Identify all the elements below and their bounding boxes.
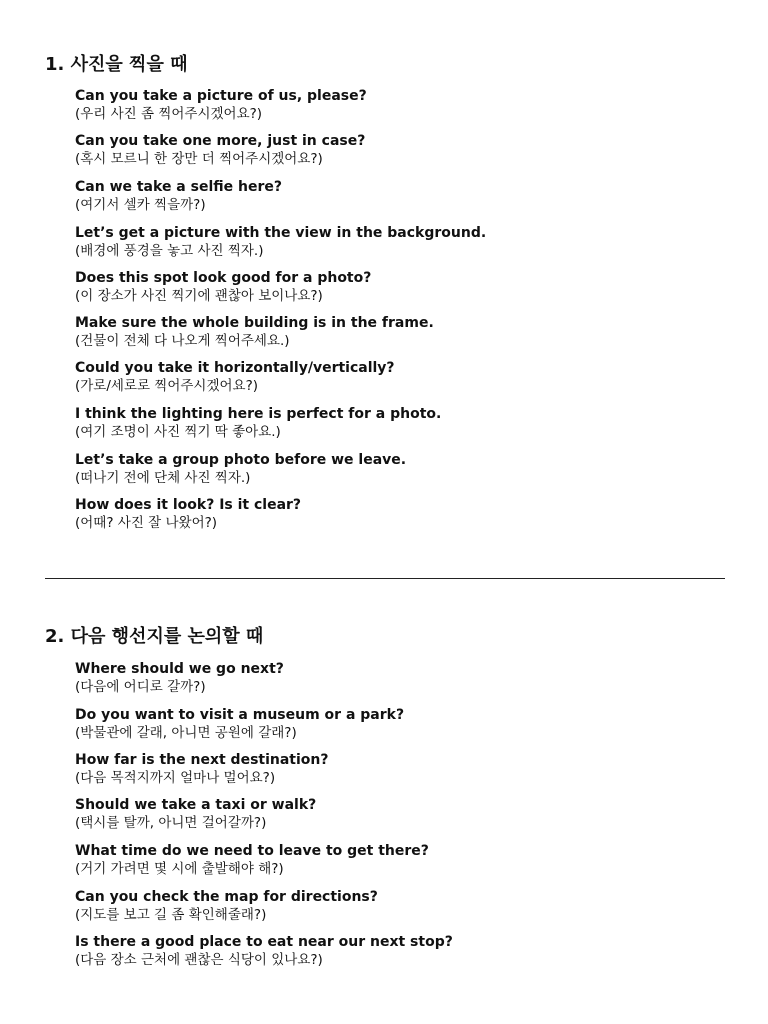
english-phrase: Could you take it horizontally/vertically? bbox=[75, 360, 395, 376]
korean-translation: (배경에 풍경을 놓고 사진 찍자.) bbox=[75, 243, 264, 259]
korean-translation: (다음에 어디로 갈까?) bbox=[75, 679, 206, 695]
korean-translation: (떠나기 전에 단체 사진 찍자.) bbox=[75, 470, 251, 486]
korean-translation: (지도를 보고 길 좀 확인해줄래?) bbox=[75, 907, 267, 923]
korean-translation: (여기서 셀카 찍을까?) bbox=[75, 197, 206, 213]
english-phrase: Where should we go next? bbox=[75, 661, 284, 677]
korean-translation: (어때? 사진 잘 나왔어?) bbox=[75, 515, 218, 531]
section-divider bbox=[45, 578, 725, 579]
korean-translation: (거기 가려면 몇 시에 출발해야 해?) bbox=[75, 861, 284, 877]
english-phrase: Can you take a picture of us, please? bbox=[75, 88, 367, 104]
english-phrase: Does this spot look good for a photo? bbox=[75, 270, 372, 286]
korean-translation: (다음 목적지까지 얼마나 멀어요?) bbox=[75, 770, 276, 786]
english-phrase: Is there a good place to eat near our next stop? bbox=[75, 934, 453, 950]
korean-translation: (이 장소가 사진 찍기에 괜찮아 보이나요?) bbox=[75, 288, 323, 304]
section-title: 1. 사진을 찍을 때 bbox=[45, 54, 188, 75]
english-phrase: How far is the next destination? bbox=[75, 752, 329, 768]
english-phrase: Can you check the map for directions? bbox=[75, 889, 378, 905]
english-phrase: Can we take a selfie here? bbox=[75, 179, 282, 195]
korean-translation: (건물이 전체 다 나오게 찍어주세요.) bbox=[75, 333, 290, 349]
korean-translation: (여기 조명이 사진 찍기 딱 좋아요.) bbox=[75, 424, 281, 440]
english-phrase: Make sure the whole building is in the frame. bbox=[75, 315, 434, 331]
english-phrase: What time do we need to leave to get there? bbox=[75, 843, 429, 859]
section-title: 2. 다음 행선지를 논의할 때 bbox=[45, 626, 264, 647]
english-phrase: Can you take one more, just in case? bbox=[75, 133, 366, 149]
english-phrase: How does it look? Is it clear? bbox=[75, 497, 302, 513]
english-phrase: Let’s get a picture with the view in the background. bbox=[75, 225, 487, 241]
english-phrase: I think the lighting here is perfect for a photo. bbox=[75, 406, 442, 422]
english-phrase: Do you want to visit a museum or a park? bbox=[75, 707, 405, 723]
english-phrase: Let’s take a group photo before we leave. bbox=[75, 452, 407, 468]
korean-translation: (박물관에 갈래, 아니면 공원에 갈래?) bbox=[75, 725, 297, 741]
korean-translation: (우리 사진 좀 찍어주시겠어요?) bbox=[75, 106, 263, 122]
korean-translation: (택시를 탈까, 아니면 걸어갈까?) bbox=[75, 815, 267, 831]
korean-translation: (혹시 모르니 한 장만 더 찍어주시겠어요?) bbox=[75, 151, 323, 167]
english-phrase: Should we take a taxi or walk? bbox=[75, 797, 317, 813]
korean-translation: (가로/세로로 찍어주시겠어요?) bbox=[75, 378, 259, 394]
korean-translation: (다음 장소 근처에 괜찮은 식당이 있나요?) bbox=[75, 952, 323, 968]
